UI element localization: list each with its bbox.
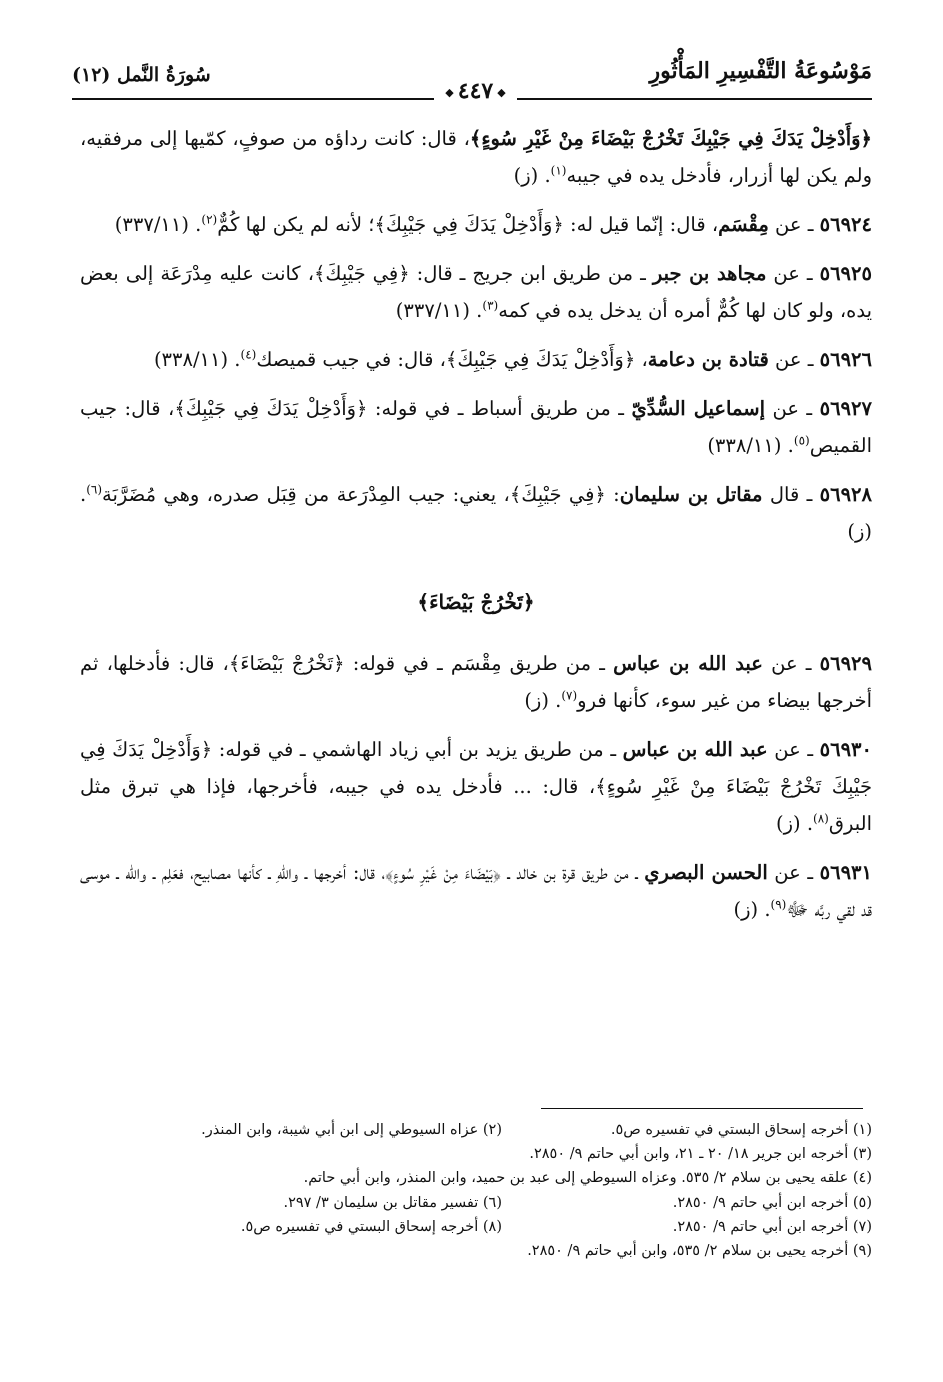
paragraph-text: ـ من طريق قرة بن خالد ـ ﴿بَيْضَاءَ مِنْ غَيْرِ سُوءٍ﴾، قال: أخرجها ـ واللهِ ـ كأنها مصابيح، فعَلِم ـ والله ـ موسى قد لقي ربَّه ﷻ bbox=[80, 861, 872, 921]
footnote: (١) أخرجه إسحاق البستي في تفسيره ص٥. bbox=[610, 1122, 872, 1138]
footnote: (٥) أخرجه ابن أبي حاتم ٩/ ٢٨٥٠. bbox=[672, 1194, 872, 1211]
source-ref: . (٣٣٧/١١) bbox=[114, 213, 202, 236]
entry-prefix: ـ عن bbox=[762, 652, 820, 675]
source-ref: . (ز) bbox=[776, 812, 814, 835]
footnote: (٤) علقه يحيى بن سلام ٢/ ٥٣٥. وعزاه السيوطي إلى عبد بن حميد، وابن المنذر، وابن أبي حاتم. bbox=[303, 1170, 872, 1187]
footnote: (٩) أخرجه يحيى بن سلام ٢/ ٥٣٥، وابن أبي حاتم ٩/ ٢٨٥٠. bbox=[527, 1243, 872, 1260]
entry-prefix: ـ عن bbox=[766, 262, 820, 285]
paragraph-text: ـ من طريق مِقْسَم ـ في قوله: ﴿تَخْرُجْ بَيْضَاءَ﴾، قال: فأدخلها، ثم أخرجها بيضاء من غير سوء، كأنها فرو bbox=[80, 652, 872, 712]
entry-number: ٥٦٩٣١ bbox=[819, 861, 872, 884]
narrator-name: عبد الله بن عباس bbox=[622, 738, 768, 761]
footnote-row bbox=[80, 1118, 872, 1142]
header-rule-right bbox=[517, 98, 872, 100]
narrator-name: الحسن البصري bbox=[644, 861, 768, 884]
paragraph bbox=[80, 645, 872, 719]
paragraph bbox=[80, 255, 872, 329]
footnote-separator bbox=[541, 1108, 863, 1109]
quran-verse: ﴿وَأَدْخِلْ يَدَكَ فِي جَيْبِكَ تَخْرُجْ بَيْضَاءَ مِنْ غَيْرِ سُوءٍ﴾ bbox=[469, 127, 872, 150]
header-rule-left bbox=[72, 98, 434, 100]
page-number: ◆ ٤٤٧ ◆ bbox=[434, 78, 517, 104]
narrator-name: قتادة بن دعامة bbox=[647, 348, 769, 371]
footnote-ref: (١) bbox=[550, 163, 567, 178]
footnote-ref: (٦) bbox=[86, 482, 103, 497]
paragraph bbox=[80, 476, 872, 550]
entry-prefix: ـ عن bbox=[767, 738, 820, 761]
narrator-name: مقاتل بن سليمان bbox=[619, 483, 763, 506]
paragraph-text: ـ من طريق أسباط ـ في قوله: ﴿وَأَدْخِلْ يَدَكَ فِي جَيْبِكَ﴾، قال: جيب القميص bbox=[80, 397, 872, 457]
running-header bbox=[72, 52, 872, 108]
entry-number: ٥٦٩٢٥ bbox=[819, 262, 872, 285]
entry-prefix: ـ عن bbox=[767, 861, 820, 884]
surah-title: سُورَةُ النَّمل (١٢) bbox=[72, 64, 211, 86]
entry-prefix: ـ عن bbox=[765, 397, 820, 420]
footnote: (٨) أخرجه إسحاق البستي في تفسيره ص٥. bbox=[240, 1218, 502, 1235]
footnote: (٣) أخرجه ابن جرير ١٨/ ٢٠ ـ ٢١، وابن أبي حاتم ٩/ ٢٨٥٠. bbox=[529, 1146, 872, 1163]
source-ref: . (ز) bbox=[513, 164, 551, 187]
footnote-ref: (٥) bbox=[793, 433, 810, 448]
paragraph-text: ، ﴿وَأَدْخِلْ يَدَكَ فِي جَيْبِكَ﴾، قال: في جيب قميصك bbox=[256, 348, 648, 371]
paragraph-text: ، قال: إنّما قيل له: ﴿وَأَدْخِلْ يَدَكَ فِي جَيْبِكَ﴾؛ لأنه لم يكن لها كُمٌّ bbox=[217, 213, 719, 236]
footnote-ref: (٨) bbox=[813, 811, 829, 826]
entry-prefix: ـ عن bbox=[768, 348, 820, 371]
entry-number: ٥٦٩٢٧ bbox=[819, 397, 872, 420]
footnotes bbox=[80, 1118, 872, 1263]
footnote-row bbox=[80, 1191, 872, 1215]
book-title: مَوْسُوعَةُ التَّفْسِيرِ المَأْثُورِ bbox=[649, 58, 872, 84]
footnote-ref: (٢) bbox=[201, 212, 218, 227]
source-ref: . (ز) bbox=[80, 483, 872, 543]
entry-prefix: ـ قال bbox=[762, 483, 820, 506]
footnote: (٧) أخرجه ابن أبي حاتم ٩/ ٢٨٥٠. bbox=[672, 1218, 872, 1235]
paragraph bbox=[80, 731, 872, 842]
entry-number: ٥٦٩٢٨ bbox=[819, 483, 873, 506]
paragraph-text: ـ من طريق ابن جريج ـ قال: ﴿فِي جَيْبِكَ﴾، كانت عليه مِدْرَعَة إلى بعض يده، ولو كان لها كُمٌّ أمره أن يدخل يده في كمه bbox=[80, 262, 872, 322]
source-ref: . (٣٣٨/١١) bbox=[153, 348, 241, 371]
paragraph bbox=[80, 120, 872, 194]
entry-prefix: ـ عن bbox=[768, 213, 820, 236]
paragraph bbox=[80, 341, 872, 378]
source-ref: . (٣٣٨/١١) bbox=[707, 434, 794, 457]
narrator-name: مِقْسَم bbox=[718, 213, 769, 236]
paragraph bbox=[80, 206, 872, 243]
paragraph-text: ـ من طريق يزيد بن أبي زياد الهاشمي ـ في قوله: ﴿وَأَدْخِلْ يَدَكَ فِي جَيْبِكَ تَخْرُجْ بَيْضَاءَ مِنْ غَيْرِ سُوءٍ﴾، قال: ... فأدخل يده في جيبه، فأخرجها، فإذا هي تبرق مثل البرق bbox=[80, 738, 872, 835]
entry-number: ٥٦٩٢٤ bbox=[819, 213, 872, 236]
narrator-name: مجاهد بن جبر bbox=[652, 262, 767, 285]
source-ref: . (ز) bbox=[733, 898, 771, 921]
entry-number: ٥٦٩٣٠ bbox=[819, 738, 872, 761]
footnote-ref: (٧) bbox=[561, 688, 578, 703]
footnote: (٦) تفسير مقاتل بن سليمان ٣/ ٢٩٧. bbox=[283, 1194, 502, 1211]
footnote-ref: (٤) bbox=[240, 347, 257, 362]
narrator-name: إسماعيل السُّدِّيّ bbox=[631, 397, 766, 420]
paragraph bbox=[80, 390, 872, 464]
entry-number: ٥٦٩٢٦ bbox=[819, 348, 872, 371]
source-ref: . (ز) bbox=[524, 689, 562, 712]
footnote: (٢) عزاه السيوطي إلى ابن أبي شيبة، وابن المنذر. bbox=[201, 1122, 502, 1138]
footnote-row bbox=[80, 1215, 872, 1239]
source-ref: . (٣٣٧/١١) bbox=[395, 299, 483, 322]
paragraph bbox=[80, 854, 872, 928]
paragraph-text: ، قال: كانت رداؤه من صوفٍ، كمّيها إلى مرفقيه، ولم يكن لها أزرار، فأدخل يده في جيبه bbox=[80, 127, 872, 187]
footnote-ref: (٩) bbox=[770, 897, 787, 912]
main-text bbox=[80, 120, 872, 940]
paragraph-text: : ﴿فِي جَيْبِكَ﴾، يعني: جيب المِدْرَعة من قِبَل صدره، وهي مُضَرَّبَة bbox=[102, 483, 620, 506]
section-heading: ﴿تَخْرُجْ بَيْضَاءَ﴾ bbox=[417, 590, 535, 614]
footnote-ref: (٣) bbox=[482, 298, 499, 313]
entry-number: ٥٦٩٢٩ bbox=[819, 652, 872, 675]
narrator-name: عبد الله بن عباس bbox=[613, 652, 763, 675]
